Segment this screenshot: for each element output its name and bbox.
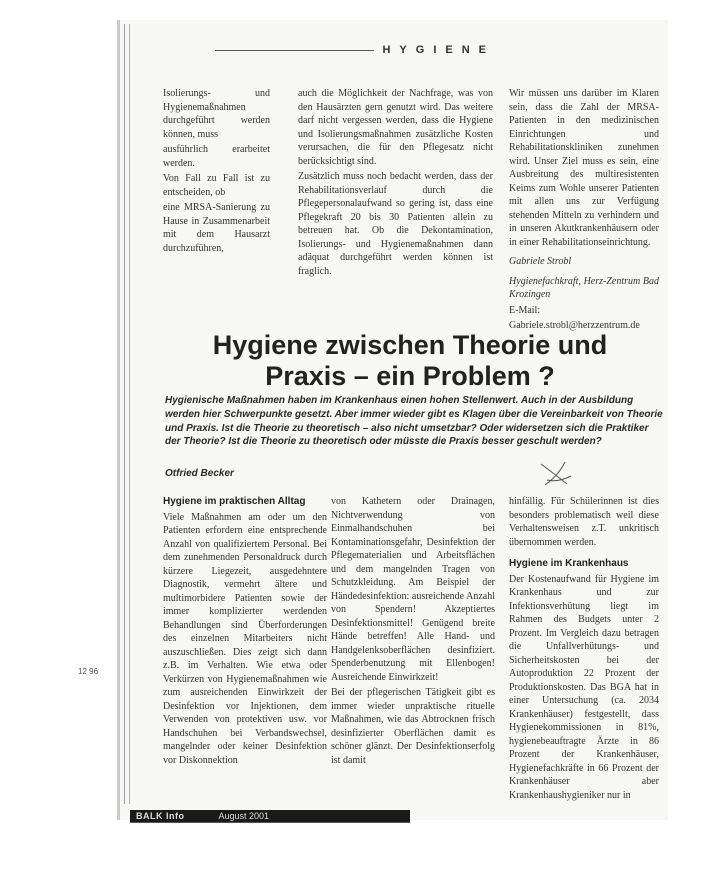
paragraph: hinfällig. Für Schülerinnen ist dies besonders problematisch weil diese Verhaltensweisen z.T. unkritisch übernommen werden. bbox=[509, 496, 659, 548]
footer-rule bbox=[130, 822, 410, 823]
headline-line-1: Hygiene zwischen Theorie und bbox=[212, 330, 608, 360]
footer-brand: BALK Info bbox=[136, 811, 185, 821]
paragraph: eine MRSA-Sanierung zu Hause in Zusammenarbeit mit dem Hausarzt durchzuführen, bbox=[163, 202, 270, 254]
paragraph: Bei der pflegerischen Tätigkeit gibt es immer wieder unpraktische rituelle Maßnahmen, wie das Abtrocknen frisch desinfizierter Oberflächen damit es schöner glänzt. Der Desinfektionserfolg ist damit bbox=[331, 687, 495, 766]
section-rule bbox=[215, 50, 374, 51]
paragraph: von Kathetern oder Drainagen, Nichtverwendung von Einmalhandschuhen bei Kontaminationsgefahr, Desinfektion der Pflegematerialien und Arbeitsflächen und dem mangelnden Tragen von Schutzkleidung. Am Beispiel der Händedesinfektion: ausreichende Anzahl von Spendern! Akzeptiertes Desinfektionsmittel! Genügend breite Hände betreffen! Alle Hand- und Handgelenksoberflächen desinfiziert. Spenderbenutzung mit Ellenbogen! Ausreichende Einwirkzeit! bbox=[331, 496, 495, 683]
paragraph: Zusätzlich muss noch bedacht werden, dass der Rehabilitationsverlauf durch die Pflegepersonalaufwand so gering ist, dass eine Pflegekraft 20 bis 30 Patienten allein zu betreuen hat. Ob die Dekontamination, Isolierungs- und Hygienemaßnahmen dann adäquat durchgeführt werden können ist fraglich. bbox=[298, 171, 493, 277]
signature-email-label: E-Mail: bbox=[509, 304, 541, 316]
section-header bbox=[215, 37, 495, 63]
paragraph: Wir müssen uns darüber im Klaren sein, dass die Zahl der MRSA-Patienten in den medizinischen Einrichtungen und Rehabilitationskliniken zunehmen wird. Unser Ziel muss es sein, eine Ausbreitung des multiresistenten Keims zum Wohle unserer Patienten mit allen uns zur Verfügung stehenden Mitteln zu verhindern und in unseren Akutkrankenhäusern oder in einer Rehabilitationseinrichtung. bbox=[509, 88, 659, 248]
section-heading: Hygiene im Krankenhaus bbox=[509, 558, 629, 569]
signature-name: Gabriele Strobl bbox=[509, 256, 572, 267]
paragraph: Viele Maßnahmen am oder um den Patienten erfordern eine entsprechende Anzahl von qualifiziertem Personal. Bei dem zunehmenden Personaldruck durch kürzere Liegezeit, ausgedehntere Diagnostik, vermehrt ältere und multimorbidere Patienten sowie der immer komplizierter werdenden Behandlungen sind Überforderungen des einzelnen Mitarbeiters nicht auszuschließen. Dies zeigt sich dann z.B. im Verhalten. Wie etwa oder Verkürzen von Hygienemaßnahmen wie zum ausreichenden Einwirkzeit der Desinfektion vor Injektionen, dem Verwenden von protektiven usw. vor Handschuhen bei Verbandswechsel, mangelnder oder keiner Desinfektion vor Diskonnektion bbox=[163, 511, 327, 766]
paragraph: Isolierungs- und Hygienemaßnahmen durchgeführt werden können, muss bbox=[163, 88, 270, 140]
article-column-1 bbox=[163, 495, 327, 769]
signature-title: Hygienefachkraft, Herz-Zentrum Bad Krozingen bbox=[509, 275, 659, 300]
paragraph: Von Fall zu Fall ist zu entscheiden, ob bbox=[163, 173, 270, 198]
article-column-3 bbox=[509, 495, 659, 804]
article-author: Otfried Becker bbox=[165, 468, 234, 479]
top-column-1 bbox=[163, 87, 270, 257]
paragraph: ausführlich erarbeitet werden. bbox=[163, 144, 270, 169]
signature-email: Gabriele.strobl@herzzentrum.de bbox=[509, 320, 640, 331]
article-headline bbox=[150, 330, 670, 392]
section-label: HYGIENE bbox=[382, 44, 495, 56]
top-column-2 bbox=[298, 87, 493, 280]
paragraph: auch die Möglichkeit der Nachfrage, was von den Hausärzten gern genutzt wird. Das weitere darf nicht vergessen werden, dass die Hygiene und Isolierungsmaßnahmen zusätzliche Kosten verursachen, die für den Pflegesatz nicht berücksichtigt sind. bbox=[298, 88, 493, 167]
margin-stamp: 12 96 bbox=[78, 667, 99, 676]
section-heading: Hygiene im praktischen Alltag bbox=[163, 496, 306, 507]
paragraph: Der Kostenaufwand für Hygiene im Krankenhaus und zur Infektionsverhütung liegt im Rahmen des Budgets unter 2 Prozent. Im Vergleich dazu betragen die Unfallverhütungs- und Sicherheitskosten bei der Autoproduktion 22 Prozent der Produktionskosten. Das BGA hat in einer Untersuchung (ca. 2034 Krankenhäuser) festgestellt, dass Hygienekommissionen in 81%, hygienebeauftragte Ärzte in 86 Prozent der Krankenhäuser, Hygienefachkräfte in 66 Prozent der Krankenhäuser aber Krankenhaushygieniker nur in bbox=[509, 573, 659, 801]
footer-date: August 2001 bbox=[218, 811, 270, 821]
pen-mark-icon bbox=[537, 458, 577, 488]
article-lead: Hygienische Maßnahmen haben im Krankenhaus einen hohen Stellenwert. Auch in der Ausbildung werden hier Schwerpunkte gesetzt. Aber immer wieder gibt es Klagen über die Vereinbarkeit von Theorie und Praxis. Ist die Theorie zu theoretisch – also nicht umsetzbar? Oder widersetzen sich die Praktiker der Theorie? Ist die Theorie zu theoretisch oder müsste die Praxis besser geschult werden? bbox=[165, 395, 663, 448]
top-column-3 bbox=[509, 87, 659, 335]
page-footer bbox=[130, 810, 410, 822]
headline-line-2: Praxis – ein Problem ? bbox=[265, 361, 555, 391]
article-column-2 bbox=[331, 495, 495, 769]
